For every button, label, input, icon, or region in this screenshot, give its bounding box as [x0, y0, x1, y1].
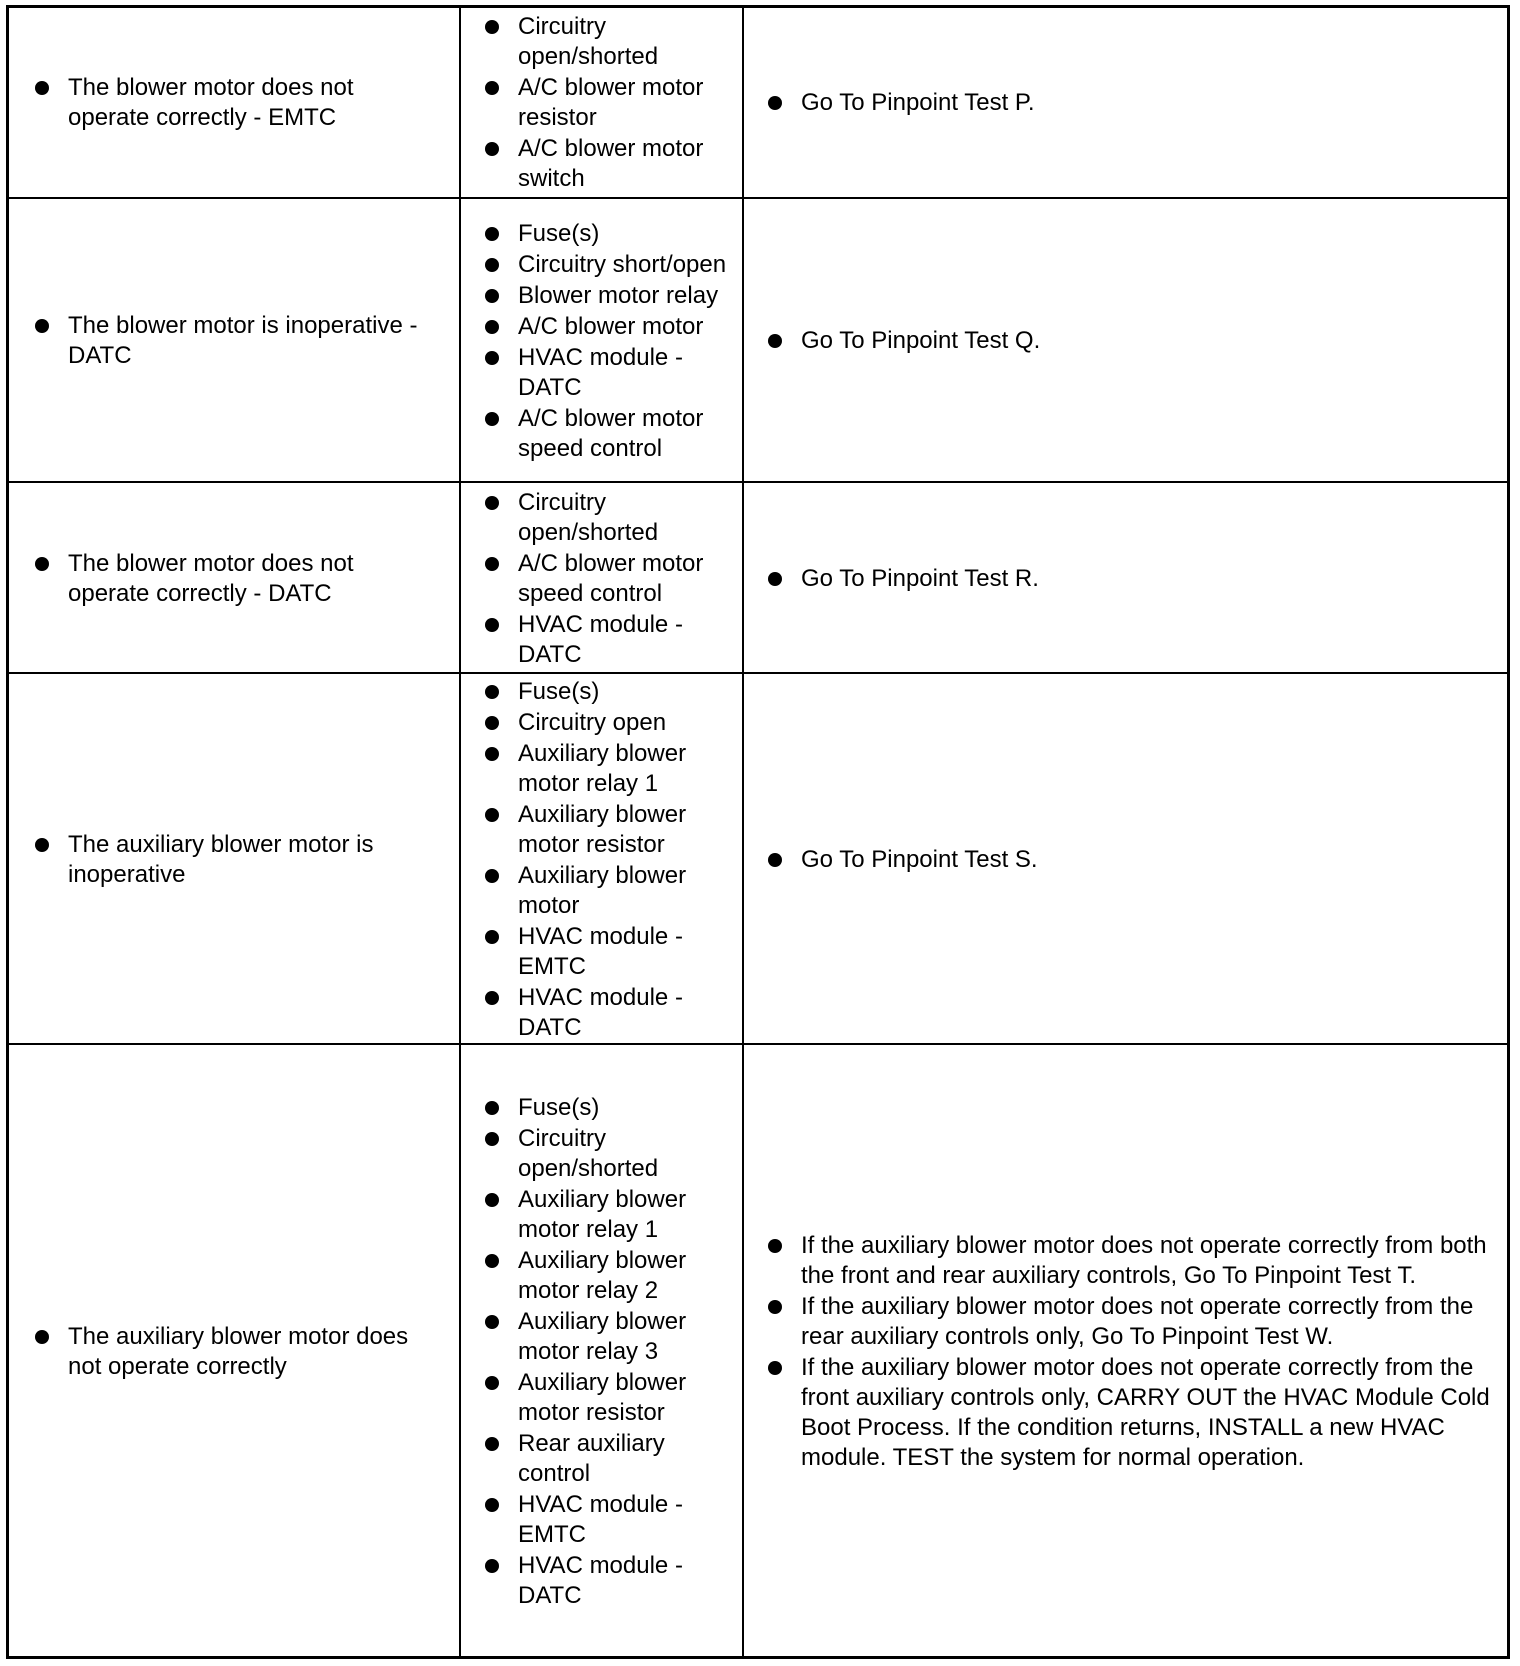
list-item: [485, 73, 730, 133]
list-item-text: The auxiliary blower motor is inoperative: [68, 830, 374, 888]
list-item: [485, 404, 730, 464]
list-item-text: Circuitry open/shorted: [518, 1124, 659, 1182]
list-item-text: The auxiliary blower motor does not operate correctly: [68, 1322, 409, 1380]
bullet-icon: [485, 747, 499, 761]
bullet-icon: [485, 496, 499, 510]
bullet-icon: [768, 853, 782, 867]
condition-cell: [9, 199, 459, 483]
list-item: [485, 677, 730, 707]
list-item-text: If the auxiliary blower motor does not operate correctly from the front auxiliary controls only, CARRY OUT the HVAC Module Cold Boot Process. If the condition returns, INSTALL a new HVAC module. TEST the system for normal operation.: [801, 1353, 1490, 1471]
bullet-list: [485, 218, 730, 465]
list-item: [768, 564, 1499, 594]
bullet-icon: [485, 81, 499, 95]
list-item-text: Fuse(s): [518, 677, 600, 705]
bullet-icon: [485, 557, 499, 571]
list-item: [485, 1368, 730, 1428]
list-item-text: Blower motor relay: [518, 281, 719, 309]
bullet-icon: [768, 1239, 782, 1253]
list-item: [485, 1551, 730, 1611]
list-item-text: Fuse(s): [518, 1093, 600, 1121]
list-item: [485, 983, 730, 1043]
list-item-text: If the auxiliary blower motor does not operate correctly from both the front and rear auxiliary controls, Go To Pinpoint Test T.: [801, 1231, 1487, 1289]
action-cell: [742, 483, 1507, 674]
table-row: [9, 197, 1507, 483]
list-item: [485, 800, 730, 860]
bullet-list: [768, 563, 1499, 595]
bullet-icon: [485, 808, 499, 822]
table-row: [9, 1043, 1507, 1658]
list-item: [35, 830, 441, 890]
bullet-list: [35, 311, 441, 371]
bullet-icon: [485, 685, 499, 699]
list-item: [485, 1246, 730, 1306]
list-item-text: Auxiliary blower motor resistor: [518, 1368, 687, 1426]
bullet-icon: [485, 930, 499, 944]
list-item-text: Circuitry open/shorted: [518, 488, 659, 546]
list-item: [485, 610, 730, 670]
list-item-text: Auxiliary blower motor relay 1: [518, 739, 687, 797]
bullet-icon: [35, 557, 49, 571]
list-item: [485, 134, 730, 194]
list-item-text: Circuitry short/open: [518, 250, 727, 278]
table-row: [9, 481, 1507, 674]
bullet-icon: [485, 1376, 499, 1390]
list-item-text: Go To Pinpoint Test S.: [801, 845, 1038, 873]
bullet-icon: [485, 289, 499, 303]
list-item: [768, 88, 1499, 118]
list-item: [35, 311, 441, 371]
bullet-icon: [485, 142, 499, 156]
action-cell: [742, 8, 1507, 197]
list-item: [485, 1307, 730, 1367]
list-item: [485, 219, 730, 249]
possible-sources-cell: [459, 483, 742, 674]
list-item-text: Rear auxiliary control: [518, 1429, 665, 1487]
list-item: [485, 312, 730, 342]
bullet-icon: [485, 1559, 499, 1573]
possible-sources-cell: [459, 8, 742, 197]
bullet-icon: [768, 334, 782, 348]
condition-cell: [9, 674, 459, 1045]
symptom-chart-table: [6, 5, 1510, 1659]
bullet-icon: [485, 991, 499, 1005]
bullet-icon: [485, 320, 499, 334]
bullet-list: [485, 676, 730, 1044]
possible-sources-cell: [459, 1045, 742, 1658]
bullet-icon: [768, 96, 782, 110]
list-item: [35, 1322, 441, 1382]
bullet-icon: [485, 1254, 499, 1268]
possible-sources-cell: [459, 674, 742, 1045]
list-item: [485, 549, 730, 609]
bullet-list: [35, 73, 441, 133]
bullet-icon: [485, 1498, 499, 1512]
condition-cell: [9, 8, 459, 197]
list-item-text: HVAC module - DATC: [518, 1551, 683, 1609]
bullet-list: [35, 830, 441, 890]
list-item-text: Fuse(s): [518, 219, 600, 247]
bullet-icon: [35, 1330, 49, 1344]
bullet-icon: [35, 319, 49, 333]
list-item-text: Auxiliary blower motor relay 1: [518, 1185, 687, 1243]
list-item-text: The blower motor does not operate correctly - DATC: [68, 549, 354, 607]
list-item-text: HVAC module - DATC: [518, 343, 683, 401]
list-item-text: A/C blower motor switch: [518, 134, 704, 192]
bullet-icon: [768, 1300, 782, 1314]
list-item-text: HVAC module - DATC: [518, 983, 683, 1041]
possible-sources-cell: [459, 199, 742, 483]
list-item: [485, 343, 730, 403]
bullet-list: [768, 87, 1499, 119]
bullet-icon: [485, 618, 499, 632]
list-item: [485, 1185, 730, 1245]
bullet-list: [768, 1230, 1499, 1474]
condition-cell: [9, 1045, 459, 1658]
list-item: [485, 12, 730, 72]
list-item: [485, 488, 730, 548]
bullet-list: [485, 1092, 730, 1612]
bullet-icon: [485, 1437, 499, 1451]
list-item-text: The blower motor is inoperative - DATC: [68, 312, 418, 369]
bullet-icon: [485, 1315, 499, 1329]
list-item-text: Auxiliary blower motor: [518, 861, 687, 919]
list-item: [485, 708, 730, 738]
bullet-icon: [485, 20, 499, 34]
bullet-list: [485, 11, 730, 195]
list-item-text: A/C blower motor: [518, 312, 704, 340]
bullet-list: [35, 1322, 441, 1382]
action-cell: [742, 1045, 1507, 1658]
action-cell: [742, 674, 1507, 1045]
list-item: [485, 1093, 730, 1123]
bullet-icon: [35, 838, 49, 852]
list-item-text: Auxiliary blower motor relay 3: [518, 1307, 687, 1365]
bullet-list: [35, 549, 441, 609]
list-item: [768, 1292, 1499, 1352]
bullet-list: [485, 487, 730, 671]
bullet-icon: [35, 81, 49, 95]
list-item-text: HVAC module - EMTC: [518, 1490, 683, 1548]
list-item-text: Circuitry open: [518, 708, 667, 736]
list-item: [485, 281, 730, 311]
table-row: [9, 672, 1507, 1045]
list-item: [768, 1231, 1499, 1291]
bullet-icon: [485, 1132, 499, 1146]
bullet-icon: [485, 227, 499, 241]
list-item-text: Go To Pinpoint Test P.: [801, 88, 1035, 116]
list-item-text: A/C blower motor resistor: [518, 73, 704, 131]
bullet-icon: [768, 1361, 782, 1375]
list-item: [485, 1490, 730, 1550]
list-item-text: Auxiliary blower motor relay 2: [518, 1246, 687, 1304]
action-cell: [742, 199, 1507, 483]
list-item: [485, 922, 730, 982]
bullet-list: [768, 325, 1499, 357]
list-item: [768, 845, 1499, 875]
list-item: [485, 250, 730, 280]
list-item-text: A/C blower motor speed control: [518, 404, 704, 462]
bullet-list: [768, 844, 1499, 876]
bullet-icon: [485, 1193, 499, 1207]
list-item: [35, 549, 441, 609]
list-item-text: If the auxiliary blower motor does not operate correctly from the rear auxiliary controls only, Go To Pinpoint Test W.: [801, 1292, 1474, 1350]
list-item-text: Auxiliary blower motor resistor: [518, 800, 687, 858]
list-item: [485, 1429, 730, 1489]
list-item-text: The blower motor does not operate correctly - EMTC: [68, 73, 354, 131]
list-item-text: Go To Pinpoint Test R.: [801, 564, 1039, 592]
list-item: [768, 1353, 1499, 1473]
bullet-icon: [485, 1101, 499, 1115]
bullet-icon: [485, 869, 499, 883]
bullet-icon: [485, 716, 499, 730]
bullet-icon: [485, 412, 499, 426]
list-item-text: HVAC module - DATC: [518, 610, 683, 668]
bullet-icon: [485, 351, 499, 365]
list-item-text: Go To Pinpoint Test Q.: [801, 327, 1041, 354]
bullet-icon: [485, 258, 499, 272]
condition-cell: [9, 483, 459, 674]
list-item-text: Circuitry open/shorted: [518, 12, 659, 70]
list-item: [485, 861, 730, 921]
list-item: [485, 1124, 730, 1184]
bullet-icon: [768, 572, 782, 586]
list-item: [35, 73, 441, 133]
list-item-text: HVAC module - EMTC: [518, 922, 683, 980]
list-item: [768, 326, 1499, 356]
table-row: [9, 8, 1507, 197]
list-item: [485, 739, 730, 799]
list-item-text: A/C blower motor speed control: [518, 549, 704, 607]
